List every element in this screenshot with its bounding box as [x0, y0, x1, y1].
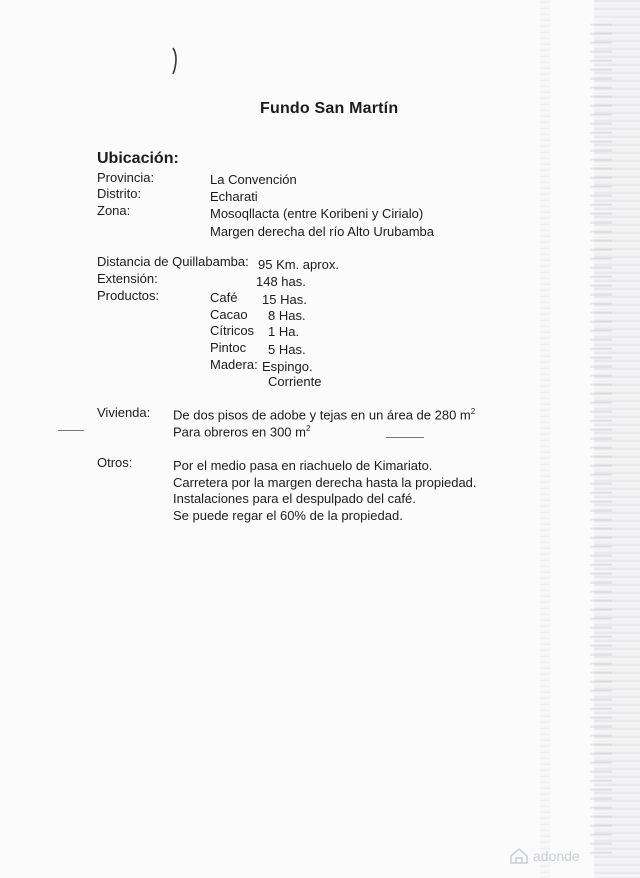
otros-line: Por el medio pasa en riachuelo de Kimariato. [173, 458, 433, 473]
section-heading-ubicacion: Ubicación: [97, 150, 179, 167]
vivienda-line-1: De dos pisos de adobe y tejas en un área de 280 $m^2$ [173, 407, 476, 423]
scan-edge-noise [590, 20, 612, 860]
producto-name: Cítricos [210, 323, 255, 338]
distancia-label: Distancia de Quillabamba: [97, 254, 249, 269]
provincia-label: Provincia: [97, 170, 155, 185]
pen-mark [171, 46, 179, 76]
zona-value-1: Mosoqllacta (entre Koribeni y Cirialo) [210, 206, 424, 221]
producto-name: Pintoc [210, 340, 247, 355]
distancia-value: 95 Km. aprox. [258, 257, 339, 272]
producto-name: Cacao [210, 307, 248, 322]
madera-extra: Corriente [268, 374, 322, 389]
house-icon [510, 848, 528, 864]
vivienda-label: Vivienda: [97, 405, 151, 420]
producto-amount: 8 Has. [268, 308, 306, 323]
zona-value-2: Margen derecha del río Alto Urubamba [210, 224, 435, 239]
scan-artifact [386, 437, 424, 438]
vivienda-line-2: Para obreros en 300 $m^2$ [173, 424, 311, 440]
document-title: Fundo San Martín [260, 100, 399, 117]
producto-name: Madera: [210, 357, 258, 372]
watermark [510, 848, 580, 864]
producto-amount: 1 Ha. [268, 324, 300, 339]
producto-amount: 5 Has. [268, 342, 306, 357]
distrito-label: Distrito: [97, 186, 142, 201]
provincia-value: La Convención [210, 172, 297, 187]
otros-line: Carretera por la margen derecha hasta la propiedad. [173, 475, 477, 490]
watermark-text: adonde [533, 848, 580, 864]
scan-edge-shadow [540, 0, 550, 878]
producto-amount: Espingo. [262, 359, 313, 374]
otros-label: Otros: [97, 455, 133, 470]
extension-label: Extensión: [97, 271, 158, 286]
extension-value: 148 has. [256, 274, 306, 289]
producto-name: Café [210, 290, 238, 305]
scan-artifact [58, 430, 84, 431]
producto-amount: 15 Has. [262, 292, 307, 307]
distrito-value: Echarati [210, 189, 258, 204]
productos-label: Productos: [97, 288, 160, 303]
otros-line: Instalaciones para el despulpado del café. [173, 491, 416, 506]
zona-label: Zona: [97, 203, 131, 218]
otros-line: Se puede regar el 60% de la propiedad. [173, 508, 403, 523]
